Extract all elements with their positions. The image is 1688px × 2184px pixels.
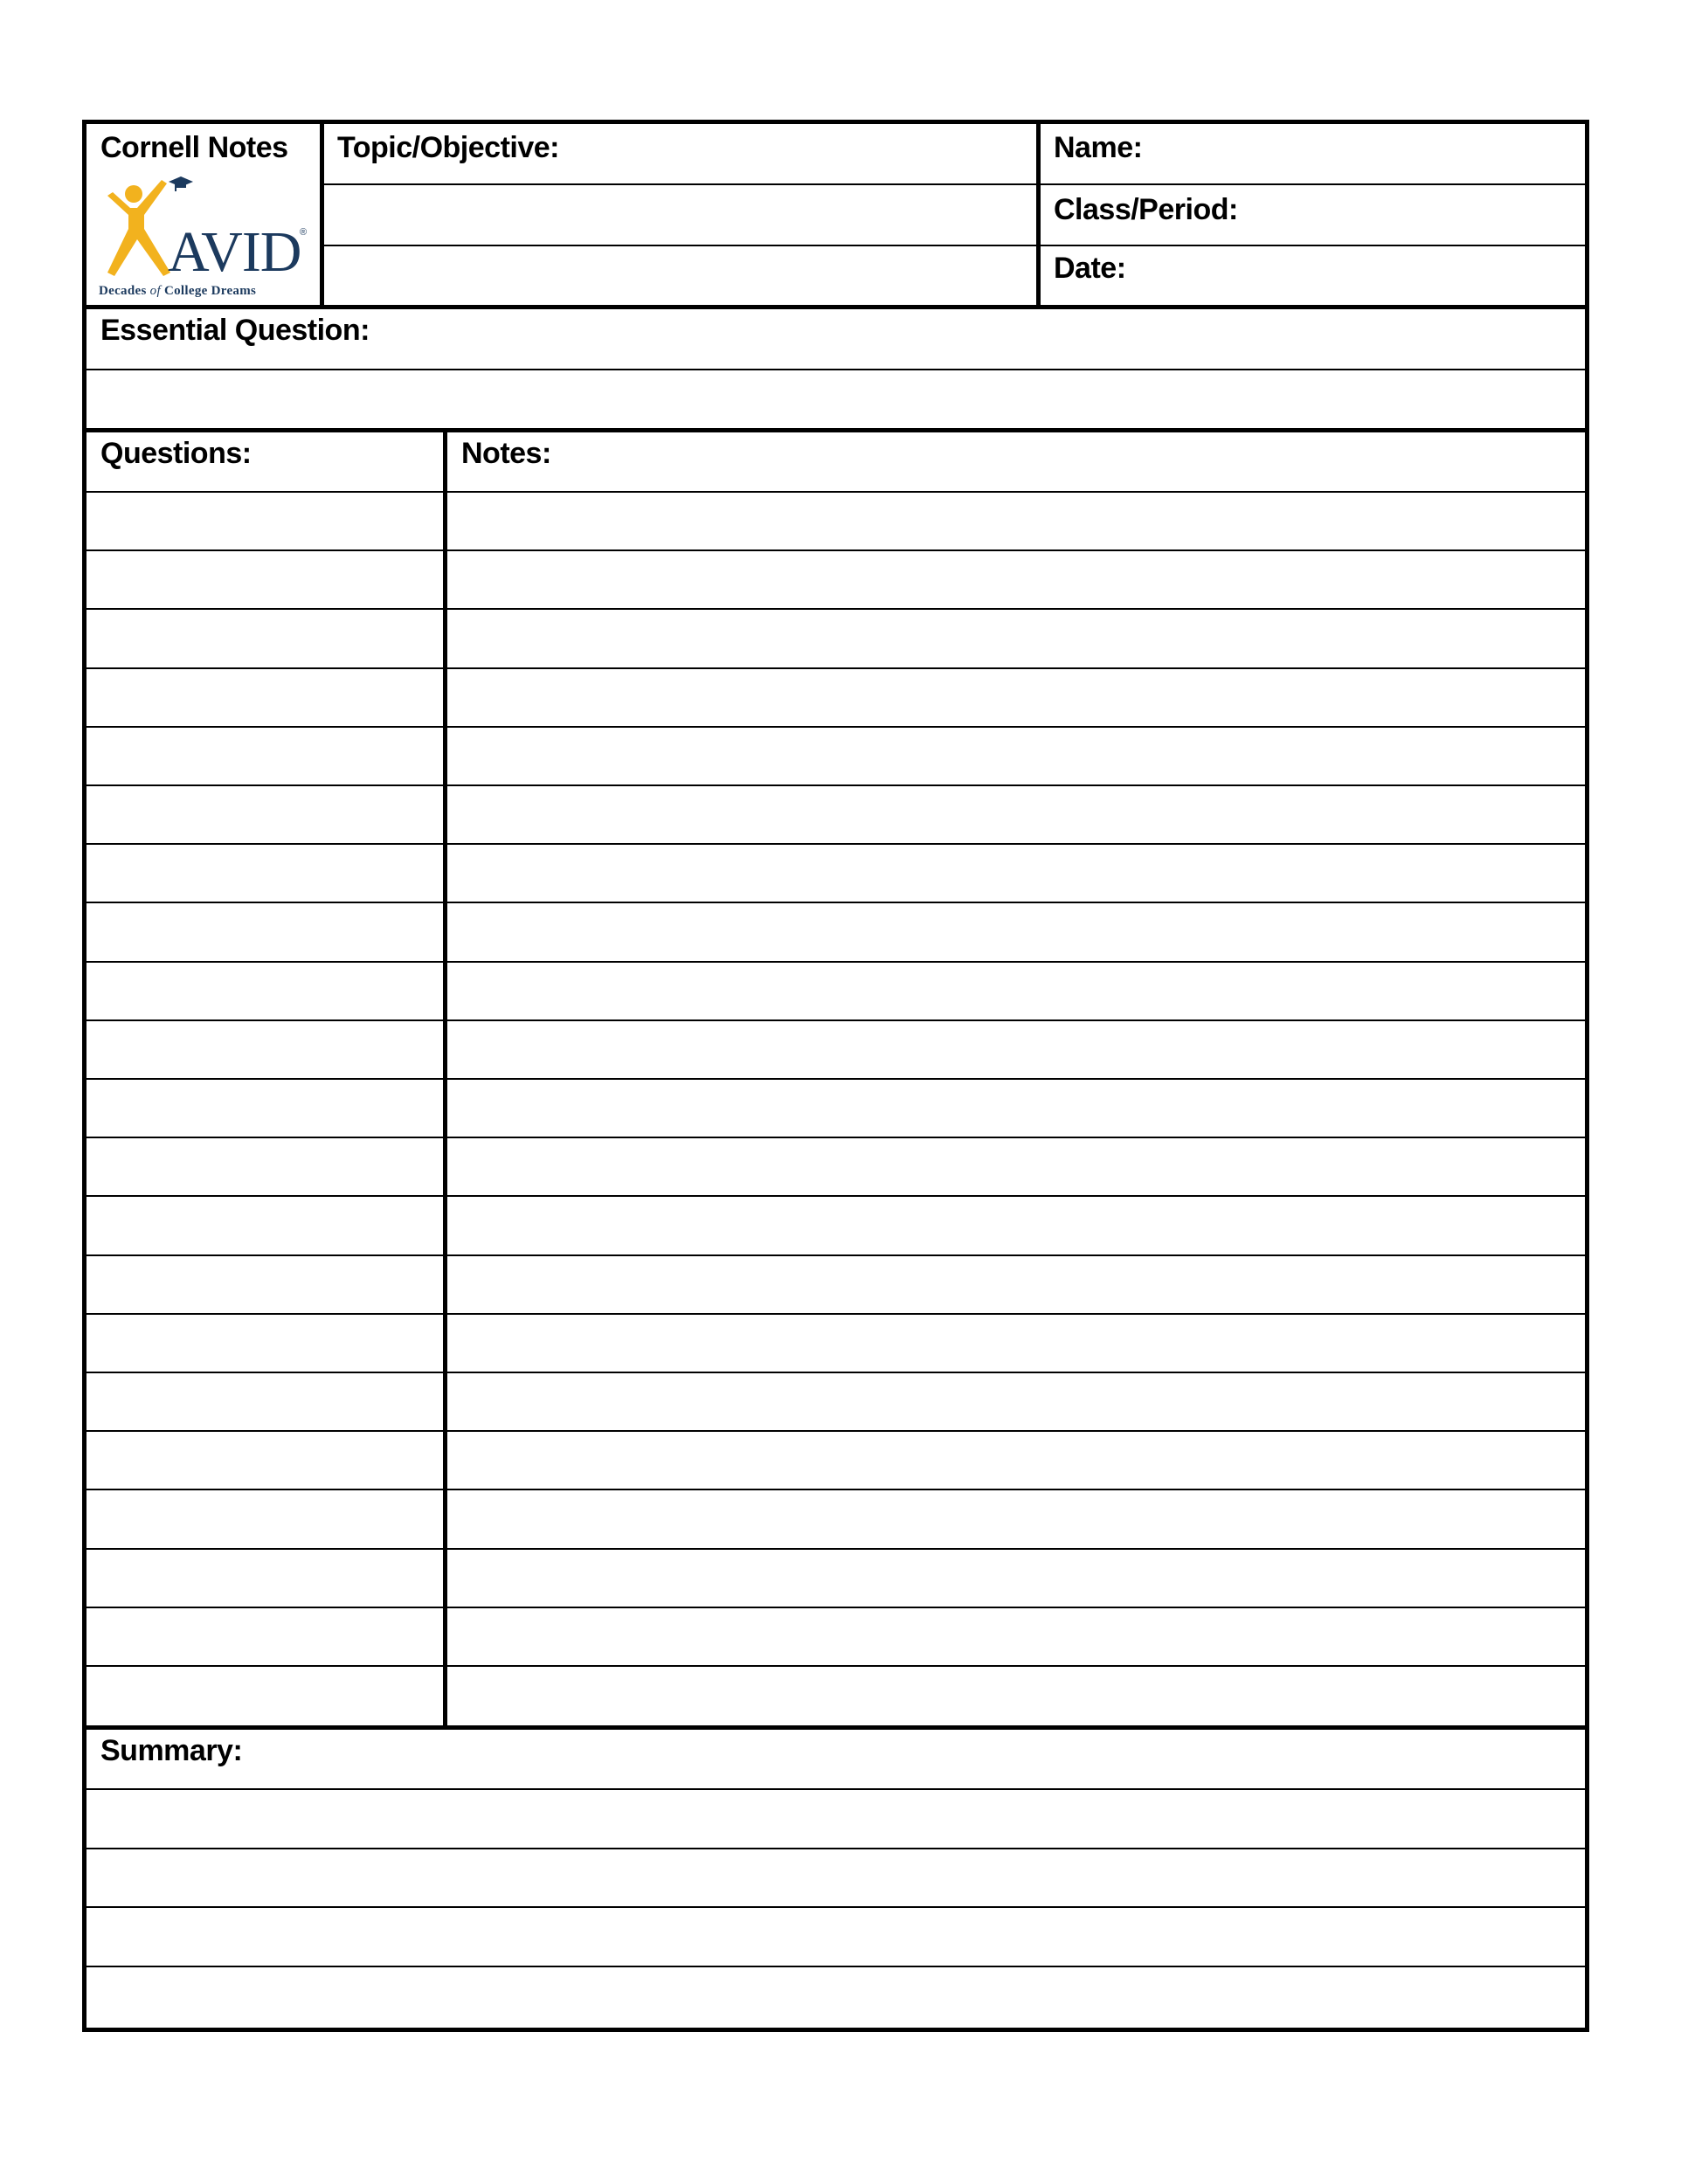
note-cell[interactable] (447, 1256, 1585, 1313)
cornell-notes-sheet (82, 120, 1589, 2032)
question-cell[interactable] (86, 1550, 443, 1607)
date-label: Date: (1054, 252, 1126, 285)
question-cell[interactable] (86, 1256, 443, 1313)
class-period-field[interactable] (1041, 185, 1585, 245)
sheet-title: Cornell Notes (100, 131, 288, 164)
note-cell[interactable] (447, 1550, 1585, 1607)
question-cell[interactable] (86, 669, 443, 726)
tagline-of: of (149, 284, 161, 298)
note-cell[interactable] (447, 963, 1585, 1019)
summary-line[interactable] (86, 1967, 1585, 2028)
date-field[interactable] (1041, 246, 1585, 305)
question-cell[interactable] (86, 1490, 443, 1547)
note-cell[interactable] (447, 903, 1585, 960)
question-cell[interactable] (86, 845, 443, 902)
summary-label: Summary: (100, 1734, 243, 1767)
question-cell[interactable] (86, 1197, 443, 1254)
essential-bottom-rule (86, 428, 1585, 432)
question-cell[interactable] (86, 551, 443, 608)
question-cell[interactable] (86, 1373, 443, 1430)
question-cell[interactable] (86, 610, 443, 667)
note-cell[interactable] (447, 1080, 1585, 1137)
class-period-label: Class/Period: (1054, 193, 1238, 226)
note-cell[interactable] (447, 786, 1585, 843)
question-cell[interactable] (86, 1432, 443, 1489)
question-cell[interactable] (86, 1315, 443, 1372)
question-cell[interactable] (86, 1080, 443, 1137)
name-field[interactable] (1041, 124, 1585, 183)
topic-line-3[interactable] (324, 246, 1036, 305)
topic-line-2[interactable] (324, 185, 1036, 245)
note-cell[interactable] (447, 1138, 1585, 1195)
registered-mark: ® (300, 227, 308, 238)
question-cell[interactable] (86, 1667, 443, 1725)
avid-brand: AVID (168, 220, 301, 284)
note-cell[interactable] (447, 493, 1585, 549)
question-cell[interactable] (86, 903, 443, 960)
note-cell[interactable] (447, 1373, 1585, 1430)
question-cell[interactable] (86, 493, 443, 549)
questions-label: Questions: (100, 437, 252, 470)
question-cell[interactable] (86, 1021, 443, 1078)
topic-line-1[interactable] (324, 124, 1036, 183)
essential-question-label: Essential Question: (100, 314, 370, 347)
note-cell[interactable] (447, 1432, 1585, 1489)
essential-question-line-2[interactable] (86, 370, 1585, 428)
note-cell[interactable] (447, 728, 1585, 784)
note-cell[interactable] (447, 1490, 1585, 1547)
avid-tagline (99, 284, 256, 299)
note-cell[interactable] (447, 845, 1585, 902)
tagline-decades: Decades (99, 284, 147, 298)
question-cell[interactable] (86, 1608, 443, 1665)
topic-objective-label: Topic/Objective: (337, 131, 559, 164)
question-cell[interactable] (86, 786, 443, 843)
essential-question-line-1[interactable] (86, 309, 1585, 369)
avid-logo (95, 168, 314, 301)
note-cell[interactable] (447, 551, 1585, 608)
notes-label: Notes: (461, 437, 551, 470)
question-cell[interactable] (86, 728, 443, 784)
note-cell[interactable] (447, 669, 1585, 726)
tagline-college-dreams: College Dreams (164, 284, 257, 298)
summary-line[interactable] (86, 1908, 1585, 1966)
note-cell[interactable] (447, 610, 1585, 667)
question-cell[interactable] (86, 963, 443, 1019)
note-cell[interactable] (447, 1197, 1585, 1254)
summary-line[interactable] (86, 1849, 1585, 1907)
summary-line[interactable] (86, 1790, 1585, 1848)
name-label: Name: (1054, 131, 1143, 164)
note-cell[interactable] (447, 1667, 1585, 1725)
note-cell[interactable] (447, 1608, 1585, 1665)
notes-bottom-rule (86, 1725, 1585, 1730)
question-cell[interactable] (86, 1138, 443, 1195)
note-cell[interactable] (447, 1021, 1585, 1078)
note-cell[interactable] (447, 1315, 1585, 1372)
